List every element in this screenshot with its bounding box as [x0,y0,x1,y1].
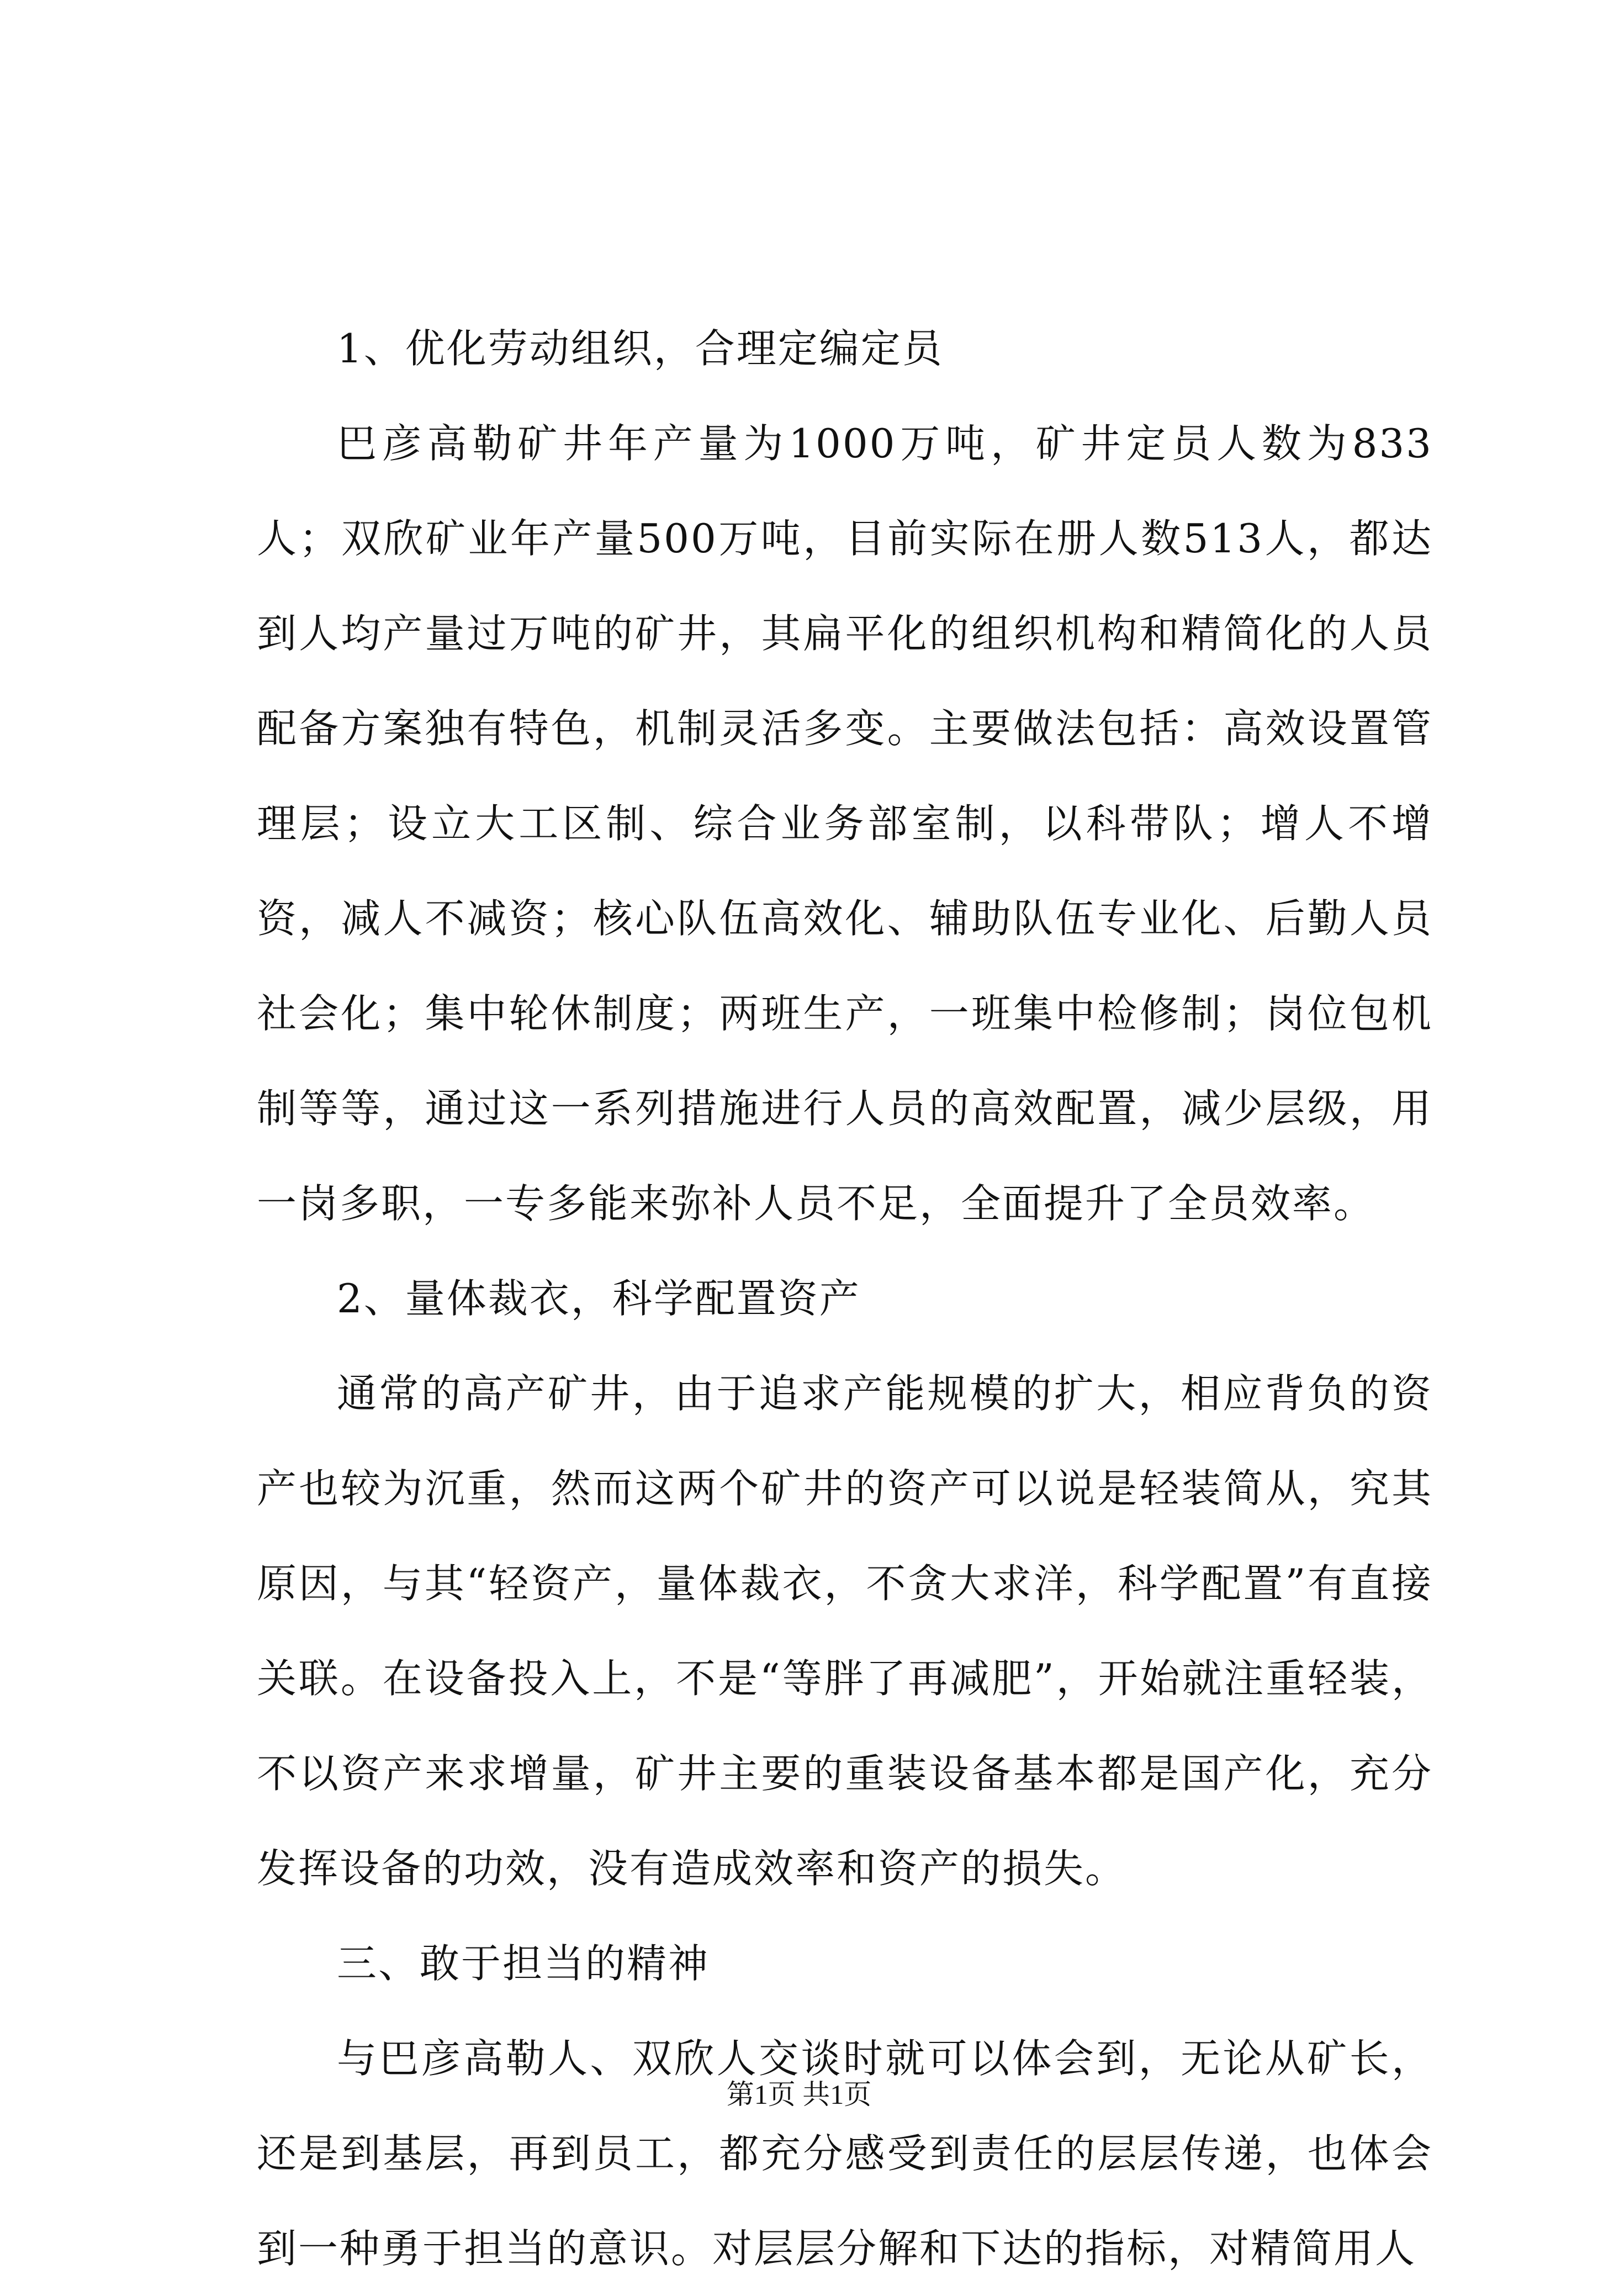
section-paragraph-responsibility-spirit: 与巴彦高勒人、双欣人交谈时就可以体会到，无论从矿长，还是到基层，再到员工，都充分感受到责任的层层传递，也体会到一种勇于担当的意识。对层层分解和下达的指标，对精简用人 [257,2035,1433,2272]
section-paragraph-asset-configuration: 通常的高产矿井，由于追求产能规模的扩大，相应背负的资产也较为沉重，然而这两个矿井的资产可以说是轻装简从，究其原因，与其“轻资产，量体裁衣，不贪大求洋，科学配置”有直接关联。在设备投入上，不是“等胖了再减肥”，开始就注重轻装，不以资产来求增量，矿井主要的重装设备基本都是国产化，充分发挥设备的功效，没有造成效率和资产的损失。 [257,1370,1433,1892]
section-heading-asset-configuration: 2、量体裁衣，科学配置资产 [337,1275,861,1322]
document-body [257,301,1433,2296]
section-heading-labor-organization: 1、优化劳动组织，合理定编定员 [337,325,944,372]
section-paragraph-labor-organization: 巴彦高勒矿井年产量为1000万吨，矿井定员人数为833人；双欣矿业年产量500万吨，目前实际在册人数513人，都达到人均产量过万吨的矿井，其扁平化的组织机构和精简化的人员配备方案独有特色，机制灵活多变。主要做法包括：高效设置管理层；设立大工区制、综合业务部室制，以科带队；增人不增资，减人不减资；核心队伍高效化、辅助队伍专业化、后勤人员社会化；集中轮休制度；两班生产，一班集中检修制；岗位包机制等等，通过这一系列措施进行人员的高效配置，减少层级，用一岗多职，一专多能来弥补人员不足，全面提升了全员效率。 [257,420,1433,1227]
section-heading-responsibility-spirit: 三、敢于担当的精神 [337,1940,710,1987]
page-number-footer: 第1页 共1页 [726,2079,872,2110]
